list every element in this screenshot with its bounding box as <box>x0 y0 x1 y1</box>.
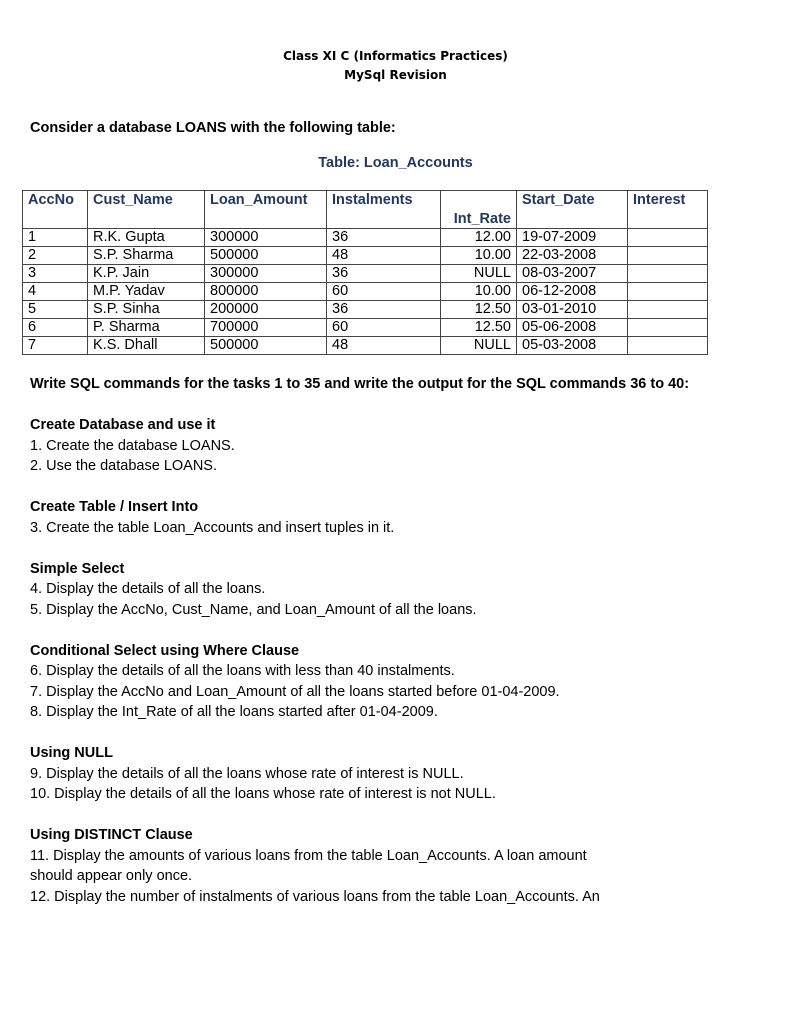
tasks-content <box>30 374 720 907</box>
task-section <box>30 559 720 621</box>
task-item: 10. Display the details of all the loans whose rate of interest is not NULL. <box>30 786 496 802</box>
task-item: 12. Display the number of instalments of various loans from the table Loan_Accounts. An <box>30 888 600 905</box>
table-cell: S.P. Sinha <box>88 301 205 319</box>
task-item: should appear only once. <box>30 868 193 884</box>
col-header-cust-name: Cust_Name <box>88 191 205 229</box>
table-cell: 500000 <box>205 247 327 265</box>
table-cell: S.P. Sharma <box>88 247 205 265</box>
table-cell: 300000 <box>205 229 327 247</box>
task-item: 9. Display the details of all the loans whose rate of interest is NULL. <box>30 765 464 782</box>
table-cell: P. Sharma <box>88 319 205 337</box>
table-cell: 36 <box>327 265 441 283</box>
col-header-instalments: Instalments <box>327 191 441 229</box>
task-item: 3. Create the table Loan_Accounts and insert tuples in it. <box>30 519 395 536</box>
table-caption: Table: Loan_Accounts <box>318 155 473 171</box>
intro-text: Consider a database LOANS with the following table: <box>30 120 396 136</box>
table-row <box>23 265 708 283</box>
table-cell: 48 <box>327 247 441 265</box>
table-cell <box>628 247 708 265</box>
task-item: 4. Display the details of all the loans. <box>30 581 266 597</box>
task-item: 7. Display the AccNo and Loan_Amount of all the loans started before 01-04-2009. <box>30 683 560 700</box>
section-title: Using NULL <box>30 745 113 761</box>
loan-accounts-table <box>22 190 708 355</box>
table-cell: 4 <box>23 283 88 301</box>
table-cell: 2 <box>23 247 88 265</box>
table-cell: 19-07-2009 <box>517 229 628 247</box>
table-cell: 60 <box>327 283 441 301</box>
task-section <box>30 641 720 723</box>
table-row <box>23 229 708 247</box>
table-cell: 12.50 <box>441 319 517 337</box>
task-item: 2. Use the database LOANS. <box>30 458 217 474</box>
table-cell: NULL <box>441 265 517 283</box>
table-cell: 6 <box>23 319 88 337</box>
section-title: Create Database and use it <box>30 417 216 433</box>
table-cell: K.P. Jain <box>88 265 205 283</box>
table-cell: 03-01-2010 <box>517 301 628 319</box>
table-cell: 1 <box>23 229 88 247</box>
task-item: 1. Create the database LOANS. <box>30 437 235 454</box>
table-cell: 700000 <box>205 319 327 337</box>
table-cell <box>628 283 708 301</box>
table-cell: 3 <box>23 265 88 283</box>
col-header-interest: Interest <box>628 191 708 229</box>
task-section <box>30 743 720 805</box>
table-cell <box>628 319 708 337</box>
table-cell: 500000 <box>205 337 327 355</box>
table-cell: 36 <box>327 301 441 319</box>
table-cell <box>628 337 708 355</box>
task-section <box>30 497 720 538</box>
table-cell: K.S. Dhall <box>88 337 205 355</box>
section-title: Using DISTINCT Clause <box>30 827 193 843</box>
col-header-loan-amount: Loan_Amount <box>205 191 327 229</box>
table-cell: 08-03-2007 <box>517 265 628 283</box>
table-row <box>23 283 708 301</box>
table-row <box>23 247 708 265</box>
table-cell: 5 <box>23 301 88 319</box>
header-subject-title: MySql Revision <box>344 68 447 82</box>
table-row <box>23 301 708 319</box>
table-cell: 22-03-2008 <box>517 247 628 265</box>
task-item: 11. Display the amounts of various loans from the table Loan_Accounts. A loan amount <box>30 847 587 864</box>
col-header-accno: AccNo <box>23 191 88 229</box>
table-cell: 05-03-2008 <box>517 337 628 355</box>
section-title: Conditional Select using Where Clause <box>30 642 300 659</box>
table-cell: 800000 <box>205 283 327 301</box>
table-cell: 36 <box>327 229 441 247</box>
table-cell: 12.50 <box>441 301 517 319</box>
table-cell <box>628 265 708 283</box>
task-item: 5. Display the AccNo, Cust_Name, and Loan_Amount of all the loans. <box>30 601 477 618</box>
table-header-row <box>23 191 708 229</box>
table-cell: 06-12-2008 <box>517 283 628 301</box>
table-cell: 10.00 <box>441 247 517 265</box>
task-section <box>30 415 720 477</box>
table-cell <box>628 301 708 319</box>
task-item: 8. Display the Int_Rate of all the loans started after 01-04-2009. <box>30 704 438 720</box>
table-cell: M.P. Yadav <box>88 283 205 301</box>
table-cell: 300000 <box>205 265 327 283</box>
table-cell: 12.00 <box>441 229 517 247</box>
table-cell: NULL <box>441 337 517 355</box>
section-title: Simple Select <box>30 560 125 577</box>
tasks-heading: Write SQL commands for the tasks 1 to 35 and write the output for the SQL commands 36 to 40: <box>30 376 690 392</box>
task-item: 6. Display the details of all the loans with less than 40 instalments. <box>30 663 455 679</box>
table-cell: 10.00 <box>441 283 517 301</box>
task-section <box>30 825 720 907</box>
table-cell: 200000 <box>205 301 327 319</box>
table-row <box>23 319 708 337</box>
table-row <box>23 337 708 355</box>
col-header-int-rate: Int_Rate <box>441 191 517 229</box>
col-header-start-date: Start_Date <box>517 191 628 229</box>
table-cell: R.K. Gupta <box>88 229 205 247</box>
header-class-title: Class XI C (Informatics Practices) <box>283 49 508 63</box>
table-cell <box>628 229 708 247</box>
table-cell: 7 <box>23 337 88 355</box>
table-cell: 48 <box>327 337 441 355</box>
table-cell: 05-06-2008 <box>517 319 628 337</box>
table-cell: 60 <box>327 319 441 337</box>
task-sections <box>30 415 720 907</box>
section-title: Create Table / Insert Into <box>30 499 199 515</box>
